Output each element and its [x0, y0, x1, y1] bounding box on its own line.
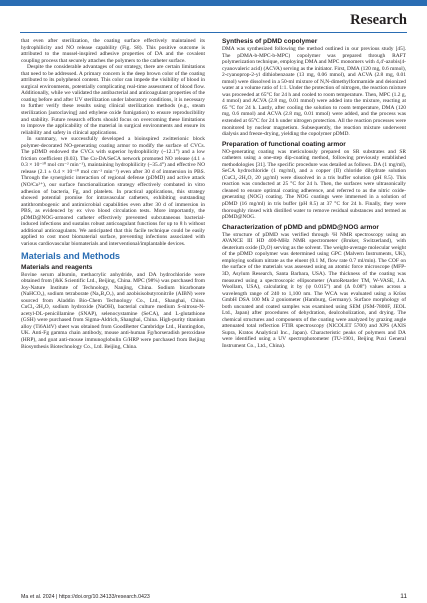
body-paragraph-2: Despite the considerable advantages of our strategy, there are certain limitations that need to be addressed. A primary concern is the deep brown color of the coating attributed to its polyphenol content. This color can impede the visibility of blood in surgical environments, potentially complicating real-time assessment of blood flow. Additionally, while we validated the antibacterial and anticoagulant properties of the coating before and after UV sterilization under laboratory conditions, it is necessary to further verify these results using clinical sterilization methods (e.g., steam sterilization [autoclaving] and ethylene oxide fumigation) to ensure reproducibility and stability. Future research efforts should focus on overcoming these limitations to improve the applicability of the material in surgical environments and ensure its reliability and safety in clinical applications. — [21, 64, 206, 136]
citation-link[interactable]: Ma et al. 2024 | https://doi.org/10.34133/research.0423 — [21, 594, 150, 600]
subsection-heading-synthesis: Synthesis of pDMD copolymer — [222, 38, 318, 45]
subsection-heading-characterization: Characterization of pDMD and pDMD@NOG armor — [222, 223, 379, 231]
body-paragraph-3: In summary, we successfully developed a bioinspired zwitterionic block polymer-decorated NO-generating coating armor to modify the surface of CVCs. The pDMD endowed the CVCs with superior hydrophilicity (~12.1°) and a low friction coefficient (0.03). The Cu-DA/SeCA network promoted NO release (4.1 ± 0.3 × 10⁻¹⁰ mol cm⁻² min⁻¹), maintaining hydrophilicity (~35.4°) and effective NO release (2.1 ± 0.4 × 10⁻¹⁰ mol cm⁻² min⁻¹) even after 30 d of immersion in PBS. Through the synergistic interaction of regional defense (pDMD) and active attack (NO/Cu²⁺), our surface functionalization strategy effectively combated in vitro adhesion of bacteria, Fg, and platelets. In practical applications, this strategy showed potential promise for intravascular catheters, exhibiting outstanding antithrombogenic and antimicrobial capabilities even after 30 d of immersion in PBS, as evidenced by ex vivo blood circulation tests. More importantly, the pDMD@NOG-armored catheter effectively prevented subcutaneous bacterial-induced infections and sustains robust anticoagulant functions for up to 8 h without additional anticoagulants. We anticipated that this facile technique could be easily applied to cost most biomaterial surface, preventing infections associated with various cardiovascular biomaterials and interventional/implantable devices. — [21, 136, 205, 247]
materials-paragraph: Bovine serum albumin, methacrylic anhydride, and DA hydrochloride were obtained from [&K Scientific Ltd., Beijing, China. MPC (98%) was purchased from Joy-Nature Institute of Technology, Nanjing, China. Sodium bicarbonate (NaHCO₃), sodium tetraborate (Na₂B₄O₇), and azobisisobutyronitrile (AIBN) were sourced from Aladdin Bio-Chem Technology Co., Ltd., Shanghai, China. CuCl₂·2H₂O, sodium hydroxide (NaOH), bacterial culture medium S-nitroso-N-acetyl-DL-penicillamine (SNAP), selenocystamine (SeCA), and L-glutathione (GSH) were purchased from Sigma-Aldrich, Shanghai, China. High-purity titanium alloy (Ti6Al4V) sheet was obtained from GoodBetter Cambridge Ltd., Huntingdon, UK. Anti-Fg gamma chain antibody, mouse anti-human Fg/horseradish peroxidase (HRP), and goat anti-mouse immunoglobulin G/HRP were purchased from Beijing Biosynthesis Biotechnology Co., Ltd. Beijing, China. — [21, 271, 205, 350]
section-label: Research — [350, 12, 407, 28]
header-rule — [20, 32, 407, 33]
body-paragraph-1: that even after sterilization, the coating surface effectively maintained its hydrophilicity and NO release capability (Fig. S8). This positive outcome is attributed to the mussel-inspired adhesive properties of DA and the covalent coupling process that securely attaches the polymers to the catheter surface. — [21, 38, 205, 64]
subsection-heading-coating-preparation: Preparation of functional coating armor — [222, 140, 346, 148]
left-column — [21, 38, 205, 350]
synthesis-paragraph: DMA was synthesized following the method outlined in our previous study [45]. The pDMA-b-MPC-b-MPC) copolymer was prepared through RAFT polymerization technique, employing DMA and MPC monomers with 4,4'-azobis(4-cyanovaleric acid) (ACVA) serving as the initiator. First, DMA (120 mg, 0.6 mmol), 2-cyanoprop-2-yl dithiobenzoate (13 mg, 0.06 mmol), and ACVA (2.8 mg, 0.01 mmol) were dissolved in a 50-ml mixture of N,N-dimethylformamide and deionized water at a volume ratio of 1:1. Under the protection of nitrogen, the reaction mixture was proceeded at 65°C for 24 h and cooled to room temperature. Then, MPC (1.2 g, 4 mmol) and ACVA (2.8 mg, 0.01 mmol) were added into the mixture, reacting at 65 °C for 24 h. Lastly, after cooling the solution to room temperature, DMA (120 mg, 0.6 mmol) and ACVA (2.8 mg, 0.01 mmol) were added, and the process was extended at 65°C for 24 h under nitrogen protection. All the reaction processes were monitored by nuclear magnetism. Subsequently, the reaction mixture underwent dialysis and freeze-drying, yielding the copolymer pDMD. — [222, 46, 406, 138]
journal-accent-bar — [0, 0, 427, 6]
section-heading-materials-methods: Materials and Methods — [21, 250, 121, 261]
subsection-heading-materials: Materials and reagents — [21, 263, 93, 271]
characterization-paragraph: The structure of pDMD was verified through ¹H NMR spectroscopy using an AVANCE III HD 400-MHz NMR spectrometer (Bruker, Switzerland), with deuterium oxide (D₂O) serving as the solvent. The weight-average molecular weight of the pDMD copolymer was determined using GPC (Malvern Instruments, UK), employing sodium nitrate as the eluent (0.1 M, flow rate 0.7 ml/min). The COF on the surface of the materials was assessed using an atomic force microscope (MFP-3D, Asylum Research, Santa Barbara, USA). The thickness of the coating was measured using a spectroscopic ellipsometer (AutoRetarder TM, W-VASE, J.A. Woollam, USA), calculating it by (ψ 0.015°) and (Δ 0.08°) values across a wavelength range of 240 to 1,100 nm. The WCA was evaluated using a Krüss GmbH DSA 100 Mk 2 goniometer (Hamburg, Germany). Surface morphology of both uncoated and coated samples was examined using SEM (JSM-7800F, JEOL Ltd., Japan) after procedures of dehydration, dealcoholization, and drying. The chemical structures and components of the coating were analyzed by grazing angle attenuated total reflection FTIR spectroscopy (NICOLET 5700) and XPS (AXIS Supra, Kratos Analytical Inc., Japan). Characteristic peaks of polymers and DA were identified using a UV spectrophotometer (TU-1901, Beijing Puxi General Instrument Co., Ltd., China). — [222, 231, 406, 349]
right-column — [222, 38, 406, 350]
page-number: 11 — [400, 593, 407, 600]
coating-preparation-paragraph: NO-generating coating was meticulously prepared on SR substrates and SR catheters using a one-step dip-coating method, following previously established methodologies [31]. The specific procedure was detailed as follows. DA (1 mg/ml), SeCA hydrochloride (1 mg/ml), and a copper (II) chloride dihydrate solution (CuCl₂·2H₂O, 20 µg/ml) were dissolved in a tris buffer solution (pH 8.5). This reaction was conducted at 25 °C for 24 h. Then, the surfaces were ultrasonically cleaned to ensure optimal coating adherence, and referred to as the nitric oxide-generating (NOG) coating. The NOG coatings were immersed in a solution of pDMD (16 mg/ml) in tris buffer (pH 8.5) at 37 °C for 24 h. Finally, they were thoroughly rinsed with distilled water to remove residual substances and termed as pDMD@NOG. — [222, 148, 406, 221]
